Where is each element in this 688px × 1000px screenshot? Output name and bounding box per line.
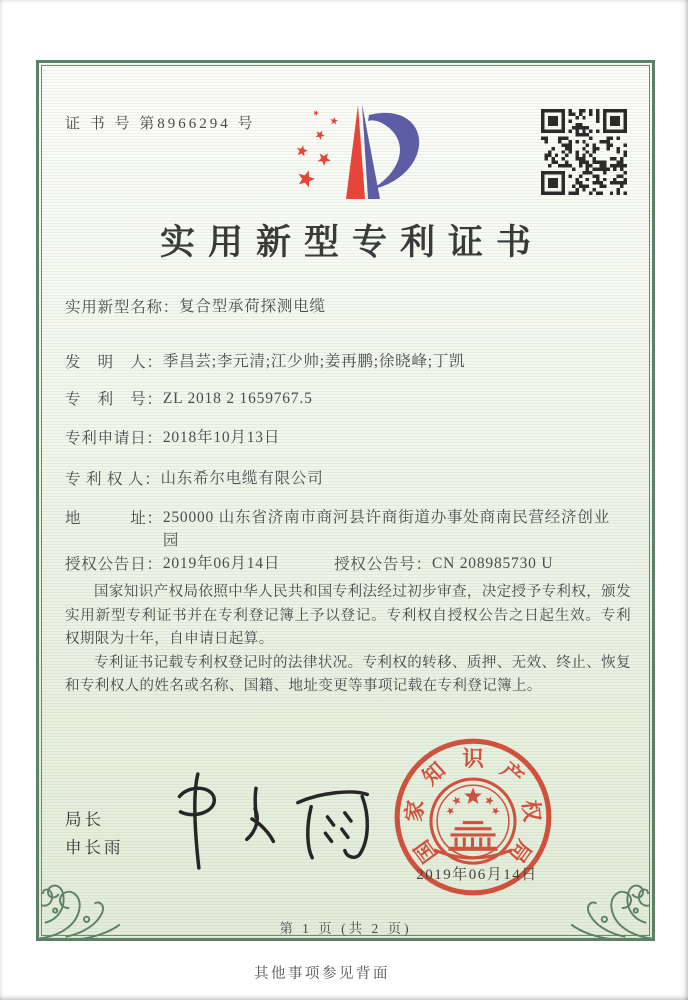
- field-row-name: [65, 295, 326, 318]
- cnipa-logo-icon: [272, 99, 426, 207]
- field-value: 复合型承荷探测电缆: [179, 298, 326, 315]
- grant-number: [334, 552, 553, 575]
- field-label: 专 利 权 人：: [65, 471, 161, 488]
- svg-text:国: 国: [409, 835, 442, 867]
- field-label: 专 利 号：: [65, 391, 163, 408]
- svg-text:权: 权: [517, 798, 544, 823]
- corner-flourish-icon: [559, 846, 655, 942]
- grant-date: [65, 552, 280, 575]
- director-title: 局长: [65, 810, 104, 829]
- svg-text:局: 局: [504, 835, 537, 867]
- director-name: 申长雨: [65, 838, 124, 857]
- field-row-address: [65, 506, 611, 552]
- field-row-inventors: [65, 350, 465, 373]
- field-value: 山东希尔电缆有限公司: [160, 470, 324, 487]
- field-row-filing-date: [65, 426, 280, 449]
- field-label: 实用新型名称：: [65, 299, 180, 316]
- legal-paragraph: 国家知识产权局依照中华人民共和国专利法经过初步审查，决定授予专利权，颁发实用新型专利证书并在专利登记簿上予以登记。专利权自授权公告之日起生效。专利权期限为十年，自申请日起算。: [65, 584, 631, 648]
- field-label: 发 明 人：: [65, 354, 163, 371]
- field-value: ZL 2018 2 1659767.5: [162, 390, 313, 407]
- svg-text:家: 家: [402, 798, 429, 823]
- certificate-title: 实用新型专利证书: [159, 223, 544, 262]
- back-note: 其他事项参见背面: [254, 966, 390, 982]
- field-label: 专利申请日：: [65, 430, 163, 447]
- field-value: 季昌芸;李元清;江少帅;姜再鹏;徐晓峰;丁凯: [162, 353, 466, 370]
- director-signature: [157, 763, 402, 881]
- legal-paragraphs: [65, 581, 631, 699]
- page-number: 第 1 页 (共 2 页): [279, 921, 412, 936]
- field-value: 2018年10月13日: [162, 429, 281, 446]
- svg-text:产: 产: [495, 757, 529, 790]
- field-value: 250000 山东省济南市商河县许商街道办事处商南民营经济创业园: [162, 509, 610, 549]
- grant-row: [65, 552, 553, 575]
- field-label: 授权公告日：: [65, 556, 163, 573]
- field-value: 2019年06月14日: [162, 555, 281, 572]
- certificate-number: 证 书 号 第8966294 号: [65, 116, 256, 132]
- svg-text:识: 识: [462, 746, 484, 771]
- qr-code: [541, 109, 627, 195]
- field-row-patentee: [65, 467, 324, 490]
- legal-paragraph: 专利证书记载专利权登记时的法律状况。专利权的转移、质押、无效、终止、恢复和专利权人的姓名或名称、国籍、地址变更等事项记载在专利登记簿上。: [65, 654, 631, 695]
- field-label: 授权公告号：: [334, 556, 432, 573]
- certificate-frame: [36, 60, 655, 941]
- corner-flourish-icon: [36, 846, 132, 942]
- field-value: CN 208985730 U: [431, 555, 554, 572]
- field-label: 地 址：: [65, 510, 163, 527]
- field-row-patent-no: [65, 387, 313, 410]
- seal-date: 2019年06月14日: [416, 867, 538, 883]
- svg-text:知: 知: [417, 757, 451, 790]
